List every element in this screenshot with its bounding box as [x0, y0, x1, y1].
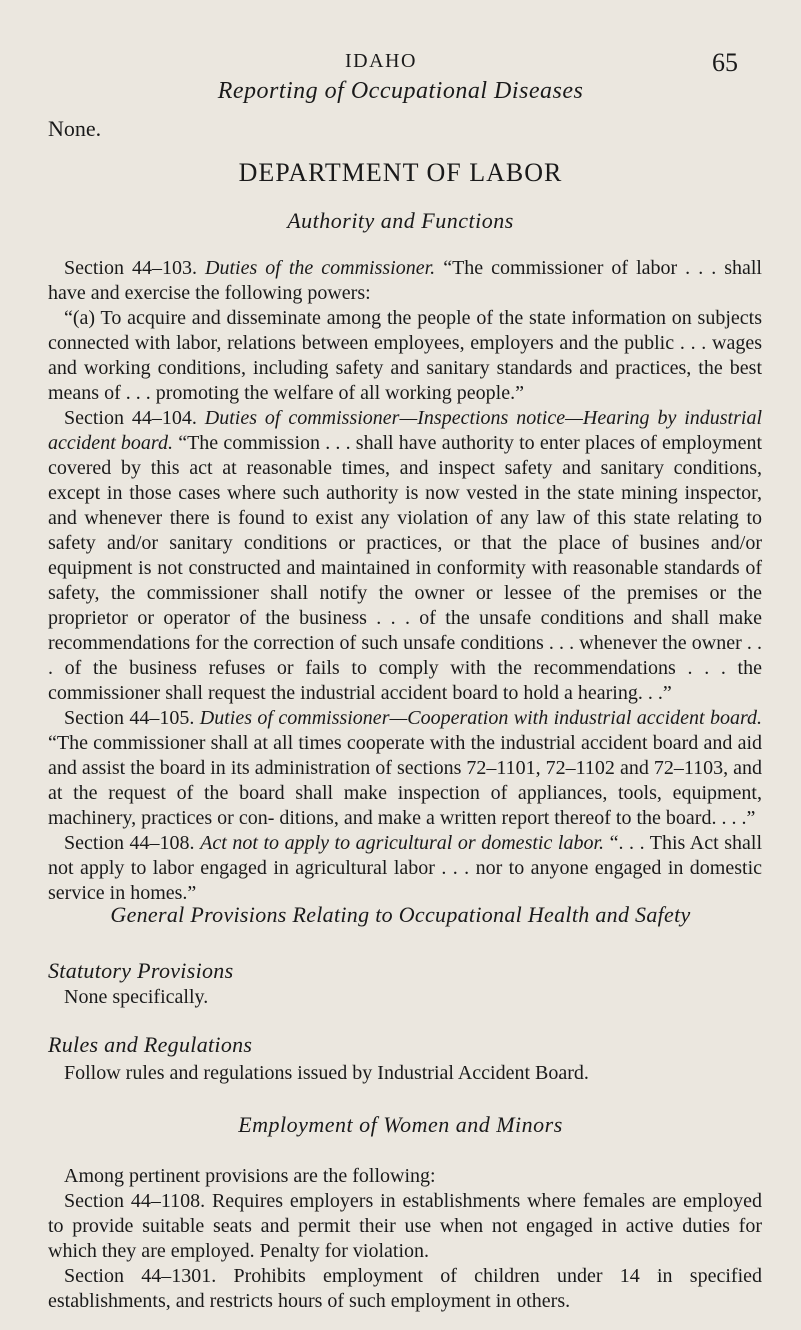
department-heading: DEPARTMENT OF LABOR — [238, 158, 563, 187]
section-44-105 — [48, 706, 762, 831]
reporting-text: None. — [48, 116, 102, 141]
rules-heading: Rules and Regulations — [48, 1032, 253, 1057]
department-body — [48, 256, 762, 906]
employment-heading: Employment of Women and Minors — [238, 1112, 563, 1137]
running-head — [0, 50, 801, 80]
section-title: Duties of the commissioner. — [205, 257, 436, 279]
section-title: Act not to apply to agricultural or domestic labor. — [200, 832, 605, 854]
general-heading: General Provisions Relating to Occupational Health and Safety — [110, 902, 691, 927]
section-text: “The commission . . . shall have authority to enter places of employment covered by this act at reasonable times, and inspect safety and sanitary conditions, except in those cases where such authority is now vested in the state mining inspector, and whenever there is found to exist any violation of any law of this state relating to safety and/or sanitary conditions or practices, or that the place of busines and/or equipment is not constructed and maintained in conformity with reasonable standards of safety, the commissioner shall notify the owner or lessee of the premises or the proprietor or operator of the business . . . of the unsafe conditions and shall make recommendations for the correction of such unsafe conditions . . . whenever the owner . . . of the business refuses or fails to comply with the recommendations . . . the commissioner shall request the industrial accident board to hold a hearing. . .” — [48, 432, 763, 704]
section-number: Section 44–104. — [64, 407, 197, 429]
section-44-1301 — [48, 1264, 762, 1314]
section-title: Duties of commissioner—Cooperation with industrial accident board. — [199, 707, 762, 729]
section-44-104 — [48, 406, 762, 706]
section-number: Section 44–108. — [64, 832, 195, 854]
employment-intro — [48, 1164, 762, 1189]
section-44-1108 — [48, 1189, 762, 1264]
section-text: Requires employers in establishments where females are employed to provide suitable seats and permit their use when not engaged in active duties for which they are employed. Penalty for violation. — [48, 1190, 762, 1262]
section-44-108 — [48, 831, 762, 906]
rules-text: Follow rules and regulations issued by Industrial Accident Board. — [64, 1062, 589, 1084]
reporting-heading: Reporting of Occupational Diseases — [217, 78, 584, 104]
section-number: Section 44–1108. — [64, 1190, 206, 1212]
subsection-a — [48, 306, 762, 406]
employment-body — [48, 1164, 762, 1314]
section-text: “The commissioner of labor . . . shall have and exercise the following powers: — [48, 257, 762, 304]
section-text: “. . . This Act shall not apply to labor engaged in agricultural labor . . . nor to anyone engaged in domestic service in homes.” — [48, 832, 763, 904]
statutory-text: None specifically. — [64, 986, 209, 1008]
section-number: Section 44–105. — [64, 707, 195, 729]
state-name: IDAHO — [345, 50, 417, 72]
section-number: Section 44–1301. — [64, 1265, 217, 1287]
intro-text: Among pertinent provisions are the following: — [64, 1165, 436, 1187]
section-text: “(a) To acquire and disseminate among the people of the state information on subjects connected with labor, relations between employees, employers and the public . . . wages and working conditions, including safety and sanitary standards and practices, the best means of . . . promoting the welfare of all working people.” — [48, 307, 762, 404]
section-number: Section 44–103. — [64, 257, 198, 279]
section-44-103 — [48, 256, 762, 306]
section-text: Prohibits employment of children under 14 in specified establishments, and restricts hours of such employment in others. — [48, 1265, 762, 1312]
section-title: Duties of commissioner—Inspections notice—Hearing by industrial accident board. — [48, 407, 763, 454]
statutory-heading: Statutory Provisions — [48, 958, 234, 983]
page-number: 65 — [712, 48, 738, 77]
department-subheading: Authority and Functions — [287, 208, 514, 233]
section-text: “The commissioner shall at all times cooperate with the industrial accident board and aid and assist the board in its administration of sections 72–1101, 72–1102 and 72–1103, and at the request of the board shall make inspection of appliances, tools, equipment, machinery, practices or con- ditions, and make a written report thereof to the board. . . .” — [48, 732, 762, 829]
